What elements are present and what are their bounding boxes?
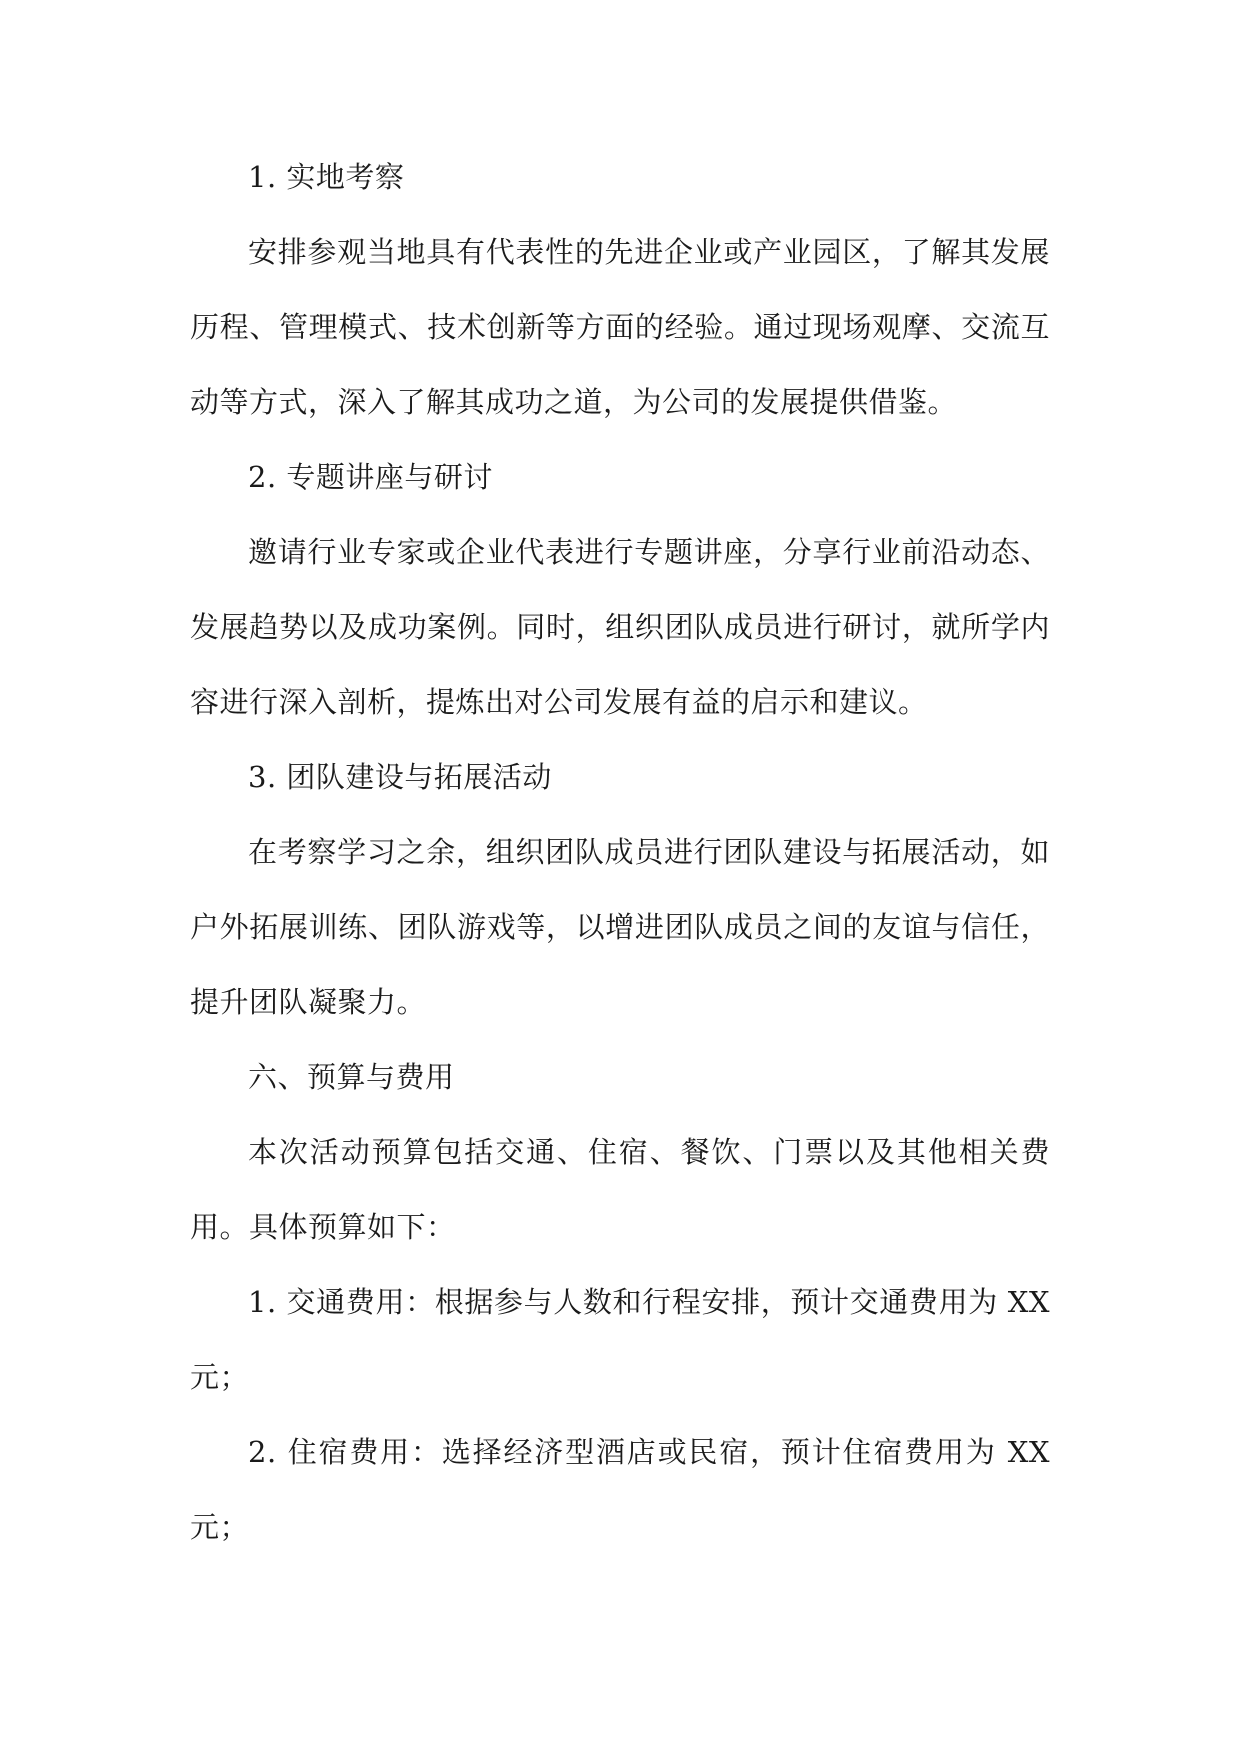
budget-item-lodging: 2. 住宿费用：选择经济型酒店或民宿，预计住宿费用为 XX 元；: [190, 1435, 1060, 1544]
section-heading-site-visit: 1. 实地考察: [248, 160, 405, 194]
site-visit-body: 安排参观当地具有代表性的先进企业或产业园区，了解其发展历程、管理模式、技术创新等方面的经验。通过现场观摩、交流互动等方式，深入了解其成功之道，为公司的发展提供借鉴。: [190, 235, 1050, 419]
section-heading-budget: 六、预算与费用: [248, 1060, 455, 1094]
section-heading-team-building: 3. 团队建设与拓展活动: [248, 760, 552, 794]
document-page: [190, 140, 1060, 1565]
budget-intro: 本次活动预算包括交通、住宿、餐饮、门票以及其他相关费用。具体预算如下：: [190, 1135, 1050, 1244]
budget-item-transport: 1. 交通费用：根据参与人数和行程安排，预计交通费用为 XX 元；: [190, 1285, 1060, 1394]
section-heading-lectures: 2. 专题讲座与研讨: [248, 460, 493, 494]
team-building-body: 在考察学习之余，组织团队成员进行团队建设与拓展活动，如户外拓展训练、团队游戏等，以增进团队成员之间的友谊与信任，提升团队凝聚力。: [190, 835, 1050, 1019]
lectures-body: 邀请行业专家或企业代表进行专题讲座，分享行业前沿动态、发展趋势以及成功案例。同时，组织团队成员进行研讨，就所学内容进行深入剖析，提炼出对公司发展有益的启示和建议。: [190, 535, 1050, 719]
